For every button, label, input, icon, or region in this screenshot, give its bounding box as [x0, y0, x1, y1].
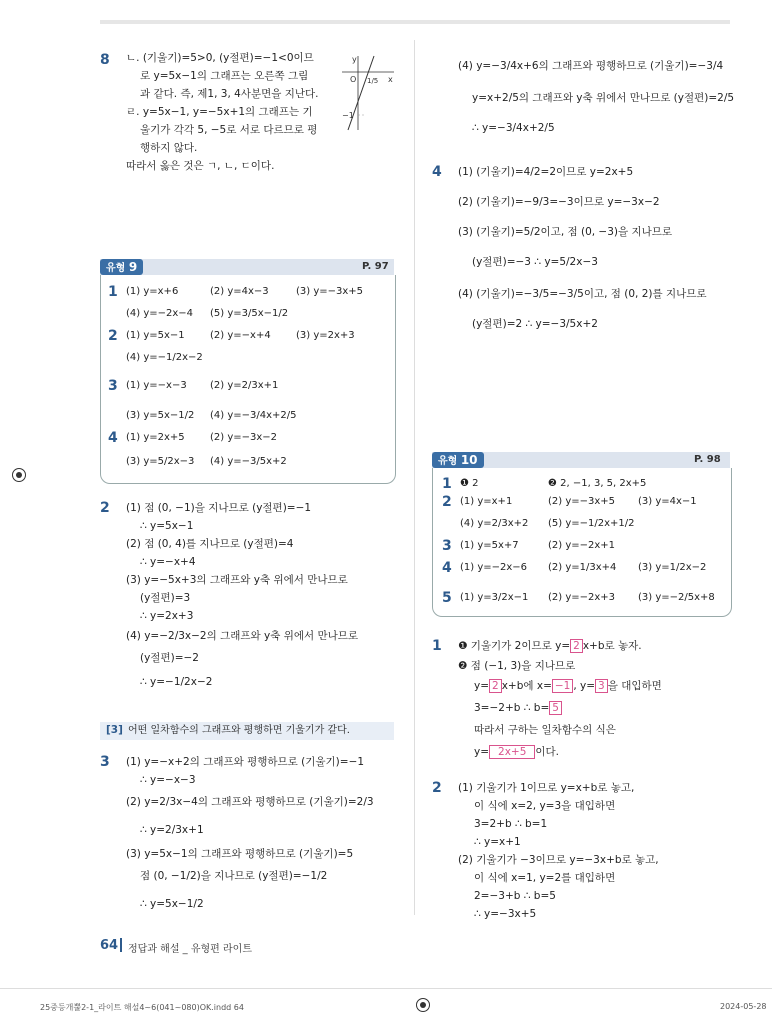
row-num: 4 — [442, 560, 452, 576]
text-line: 점 (0, −1/2)을 지나므로 (y절편)=−1/2 — [140, 870, 328, 882]
row-num: 1 — [108, 284, 118, 300]
answer: (3) y=2x+3 — [296, 330, 355, 341]
text-line: (y절편)=−3 ∴ y=5/2x−3 — [472, 256, 598, 268]
registration-mark-icon — [416, 998, 430, 1012]
footer-title: 정답과 해설 _ 유형편 라이트 — [128, 944, 252, 955]
answer: (2) y=−2x+1 — [548, 540, 616, 551]
text-line: 따라서 구하는 일차함수의 식은 — [474, 724, 616, 736]
text-line: ㄹ. y=5x−1, y=−5x+1의 그래프는 기 — [126, 106, 313, 118]
text-segment: y= — [474, 680, 490, 692]
text-segment: 이다. — [535, 746, 560, 758]
badge-word: 유형 — [106, 263, 126, 274]
answer: (2) y=−x+4 — [210, 330, 271, 341]
text-line — [458, 640, 642, 653]
hint-text: 어떤 일차함수의 그래프와 평행하면 기울기가 같다. — [128, 725, 350, 736]
type-badge — [432, 452, 484, 468]
answer-box: 2 — [489, 679, 502, 693]
text-line — [474, 702, 562, 715]
problem-number: 3 — [100, 754, 110, 770]
text-line: (2) 점 (0, 4)를 지나므로 (y절편)=4 — [126, 538, 294, 550]
text-line: (2) (기울기)=−9/3=−3이므로 y=−3x−2 — [458, 196, 660, 208]
answer: (1) y=x+6 — [126, 286, 179, 297]
answer: (3) y=−3x+5 — [296, 286, 364, 297]
problem-number: 1 — [432, 638, 442, 654]
text-line: (2) y=2/3x−4의 그래프와 평행하므로 (기울기)=2/3 — [126, 796, 374, 808]
problem-number: 2 — [100, 500, 110, 516]
text-line: ∴ y=2/3x+1 — [140, 824, 204, 836]
answer: (4) y=2/3x+2 — [460, 518, 529, 529]
answer: (3) y=4x−1 — [638, 496, 697, 507]
answer: (4) y=−3/5x+2 — [210, 456, 287, 467]
slug-date: 2024-05-28 — [720, 1002, 767, 1011]
text-line: ∴ y=5x−1/2 — [140, 898, 204, 910]
row-num: 1 — [442, 476, 452, 492]
row-num: 3 — [442, 538, 452, 554]
graph-figure — [338, 52, 396, 132]
text-line: ∴ y=−3x+5 — [474, 908, 537, 920]
answer: (3) y=5x−1/2 — [126, 410, 195, 421]
answer: (1) y=−2x−6 — [460, 562, 528, 573]
answer-box: 5 — [549, 701, 562, 715]
registration-mark-icon — [12, 468, 26, 482]
column-divider — [414, 40, 415, 915]
answer: (1) y=3/2x−1 — [460, 592, 529, 603]
text-line: (2) 기울기가 −3이므로 y=−3x+b로 놓고, — [458, 854, 659, 866]
problem-number: 4 — [432, 164, 442, 180]
text-segment: , y= — [573, 680, 596, 692]
text-line: (y절편)=2 ∴ y=−3/5x+2 — [472, 318, 598, 330]
text-line: ∴ y=2x+3 — [140, 610, 194, 622]
answer: (2) y=−3x−2 — [210, 432, 278, 443]
answer: (4) y=−2x−4 — [126, 308, 194, 319]
x-intercept-label: 1/5 — [367, 77, 379, 85]
text-line: (4) (기울기)=−3/5=−3/5이고, 점 (0, 2)를 지나므로 — [458, 288, 707, 300]
y-intercept-label: −1 — [342, 111, 354, 120]
answer: (2) y=4x−3 — [210, 286, 269, 297]
answer: (1) y=2x+5 — [126, 432, 185, 443]
text-line: 과 같다. 즉, 제1, 3, 4사분면을 지난다. — [140, 88, 319, 100]
row-num: 2 — [108, 328, 118, 344]
answer: (2) y=−3x+5 — [548, 496, 616, 507]
text-segment: x+b에 x= — [501, 680, 552, 692]
footer-bar — [120, 938, 122, 952]
text-line: 따라서 옳은 것은 ㄱ, ㄴ, ㄷ이다. — [126, 160, 275, 172]
answer: (1) y=5x−1 — [126, 330, 185, 341]
answer-box: −1 — [552, 679, 573, 693]
top-rule — [100, 20, 730, 24]
badge-word: 유형 — [438, 456, 458, 467]
answer: (3) y=5/2x−3 — [126, 456, 195, 467]
text-segment: ❶ 기울기가 2이므로 y= — [458, 640, 571, 652]
x-axis-label: x — [388, 75, 393, 84]
text-line: 행하지 않다. — [140, 142, 198, 154]
page-reference: P. 98 — [694, 454, 721, 465]
text-line: ∴ y=−x+4 — [140, 556, 196, 568]
text-line: 3=2+b ∴ b=1 — [474, 818, 548, 830]
origin-label: O — [350, 75, 357, 84]
answer: (4) y=−3/4x+2/5 — [210, 410, 297, 421]
text-line: 2=−3+b ∴ b=5 — [474, 890, 556, 902]
answer: (5) y=−1/2x+1/2 — [548, 518, 635, 529]
text-line: (1) 기울기가 1이므로 y=x+b로 놓고, — [458, 782, 635, 794]
answer: (5) y=3/5x−1/2 — [210, 308, 289, 319]
answer: (2) y=2/3x+1 — [210, 380, 279, 391]
text-line: ∴ y=5x−1 — [140, 520, 194, 532]
answer-box: 3 — [595, 679, 608, 693]
row-num: 3 — [108, 378, 118, 394]
row-num: 2 — [442, 494, 452, 510]
badge-number: 10 — [460, 453, 478, 467]
answer: (1) y=5x+7 — [460, 540, 519, 551]
text-line: (1) 점 (0, −1)을 지나므로 (y절편)=−1 — [126, 502, 312, 514]
text-line: 이 식에 x=1, y=2를 대입하면 — [474, 872, 616, 884]
text-line: (3) y=5x−1의 그래프와 평행하므로 (기울기)=5 — [126, 848, 354, 860]
text-line: (y절편)=3 — [140, 592, 191, 604]
row-num: 5 — [442, 590, 452, 606]
answer: (4) y=−1/2x−2 — [126, 352, 203, 363]
text-line: ❷ 점 (−1, 3)을 지나므로 — [458, 660, 576, 672]
page-number: 64 — [100, 938, 119, 953]
text-line: (4) y=−2/3x−2의 그래프와 y축 위에서 만나므로 — [126, 630, 359, 642]
answer: (3) y=1/2x−2 — [638, 562, 707, 573]
problem-number: 2 — [432, 780, 442, 796]
answer: ❶ 2 — [460, 478, 479, 489]
text-line: ∴ y=−3/4x+2/5 — [472, 122, 555, 134]
text-line — [474, 680, 662, 693]
text-line: 이 식에 x=2, y=3을 대입하면 — [474, 800, 616, 812]
answer: (3) y=−2/5x+8 — [638, 592, 715, 603]
answer-box: 2x+5 — [489, 745, 535, 759]
section-band — [100, 259, 394, 275]
text-segment: y= — [474, 746, 490, 758]
badge-number: 9 — [128, 260, 138, 274]
row-num: 4 — [108, 430, 118, 446]
problem-number: 8 — [100, 52, 110, 68]
text-line: ∴ y=x+1 — [474, 836, 521, 848]
text-line: 로 y=5x−1의 그래프는 오른쪽 그림 — [140, 70, 309, 82]
text-line — [474, 746, 559, 759]
text-line: (4) y=−3/4x+6의 그래프와 평행하므로 (기울기)=−3/4 — [458, 60, 724, 72]
text-segment: 을 대입하면 — [607, 680, 662, 692]
hint-tag: [3] — [106, 724, 123, 736]
answer: (2) y=1/3x+4 — [548, 562, 617, 573]
text-segment: 3=−2+b ∴ b= — [474, 702, 550, 714]
text-line: y=x+2/5의 그래프와 y축 위에서 만나므로 (y절편)=2/5 — [472, 92, 735, 104]
text-line: ㄴ. (기울기)=5>0, (y절편)=−1<0이므 — [126, 52, 314, 64]
text-segment: x+b로 놓자. — [582, 640, 642, 652]
text-line: (y절편)=−2 — [140, 652, 199, 664]
text-line: (1) y=−x+2의 그래프와 평행하므로 (기울기)=−1 — [126, 756, 365, 768]
type-badge — [100, 259, 143, 275]
y-axis-label: y — [352, 55, 357, 64]
answer: (2) y=−2x+3 — [548, 592, 616, 603]
answer: (1) y=−x−3 — [126, 380, 187, 391]
text-line: ∴ y=−x−3 — [140, 774, 196, 786]
text-line: 울기가 각각 5, −5로 서로 다르므로 평 — [140, 124, 318, 136]
page-reference: P. 97 — [362, 261, 389, 272]
answer: ❷ 2, −1, 3, 5, 2x+5 — [548, 478, 647, 489]
slug-filename: 25중등개뿔2-1_라이트 해설4~6(041~080)OK.indd 64 — [40, 1003, 244, 1012]
text-line: (1) (기울기)=4/2=2이므로 y=2x+5 — [458, 166, 634, 178]
text-line: (3) y=−5x+3의 그래프와 y축 위에서 만나므로 — [126, 574, 348, 586]
slug-rule — [0, 988, 772, 989]
answer-box: 2 — [570, 639, 583, 653]
answer: (1) y=x+1 — [460, 496, 513, 507]
text-line: (3) (기울기)=5/2이고, 점 (0, −3)을 지나므로 — [458, 226, 673, 238]
text-line: ∴ y=−1/2x−2 — [140, 676, 213, 688]
